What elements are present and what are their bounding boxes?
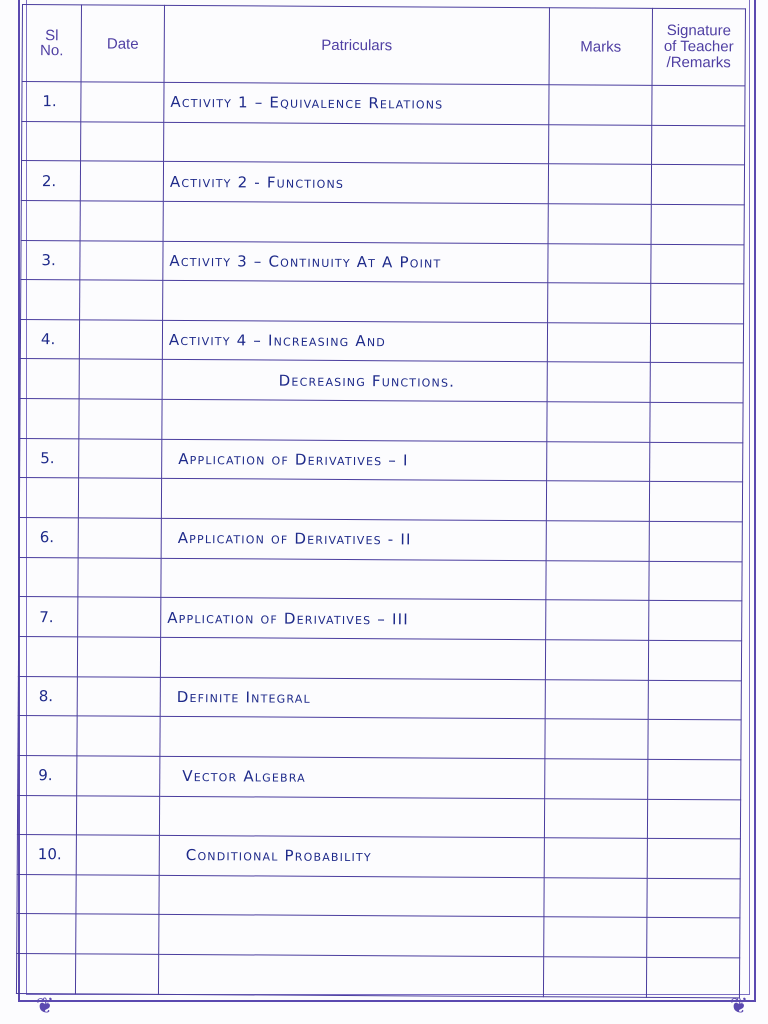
ornament-icon: ❦ <box>35 994 55 1019</box>
signature-cell <box>651 165 744 205</box>
table-row-blank <box>22 121 745 165</box>
marks-cell <box>545 759 648 799</box>
date-cell <box>79 439 162 479</box>
table-row <box>20 438 743 482</box>
particulars-cell: Activity 2 - Functions <box>163 162 548 204</box>
table-row-blank <box>17 874 740 918</box>
marks-cell <box>548 243 651 283</box>
header-signature <box>652 8 745 86</box>
particulars-cell: Vector Algebra <box>160 756 545 798</box>
particulars-cell: Conditional Probability <box>159 836 544 878</box>
date-cell <box>77 756 160 796</box>
date-cell <box>80 240 163 280</box>
sl-cell: 8. <box>18 676 77 716</box>
sl-cell: 9. <box>18 755 77 795</box>
signature-cell <box>650 442 743 482</box>
table-row <box>19 518 742 562</box>
particulars-cell: Application of Derivatives – III <box>161 598 546 640</box>
header-particulars <box>164 5 549 84</box>
table-row <box>17 835 740 879</box>
signature-cell <box>647 839 740 879</box>
particulars-cell: Application of Derivatives – I <box>162 439 547 481</box>
date-cell <box>77 676 160 716</box>
signature-cell <box>652 85 745 125</box>
table-row-blank <box>16 954 739 998</box>
table-row-blank <box>19 557 742 601</box>
signature-cell <box>648 680 741 720</box>
table-row <box>19 597 742 641</box>
particulars-continuation: Decreasing Functions. <box>162 360 547 402</box>
header-signature-label: Signature of Teacher /Remarks <box>663 21 734 72</box>
date-cell <box>81 82 164 122</box>
table-row <box>18 676 741 720</box>
particulars-cell: Activity 3 – Continuity At A Point <box>163 241 548 283</box>
header-date <box>81 5 164 83</box>
header-marks <box>549 8 652 86</box>
header-sl-no <box>22 5 81 82</box>
signature-cell <box>649 521 742 561</box>
marks-cell <box>544 838 647 878</box>
marks-cell <box>546 521 649 561</box>
sl-cell: 2. <box>21 161 80 201</box>
particulars-cell: Definite Integral <box>160 677 545 719</box>
header-row <box>22 5 745 86</box>
date-cell <box>76 835 159 875</box>
sl-cell: 1. <box>22 82 81 122</box>
table-row-blank <box>18 636 741 680</box>
date-cell <box>78 518 161 558</box>
sl-cell: 3. <box>21 240 80 280</box>
sl-cell: 5. <box>20 438 79 478</box>
table-row <box>21 161 744 205</box>
marks-cell <box>547 323 650 363</box>
sl-cell: 6. <box>19 518 78 558</box>
table-row-blank <box>21 280 744 324</box>
marks-cell <box>547 441 650 481</box>
table-row <box>20 319 743 363</box>
activity-register-table <box>16 4 746 998</box>
table-row-continuation <box>20 359 743 403</box>
sl-cell: 4. <box>20 319 79 359</box>
marks-cell <box>545 679 648 719</box>
sl-cell: 7. <box>19 597 78 637</box>
marks-cell <box>548 164 651 204</box>
date-cell <box>78 597 161 637</box>
table-row-blank <box>20 399 743 443</box>
table-row-blank <box>21 200 744 244</box>
sl-cell: 10. <box>17 835 76 875</box>
header-marks-label: Marks <box>580 37 622 56</box>
marks-cell <box>546 600 649 640</box>
particulars-cell: Application of Derivatives - II <box>161 518 546 560</box>
date-cell <box>80 161 163 201</box>
table-row <box>21 240 744 284</box>
ornament-icon: ❦ <box>729 994 749 1019</box>
header-particulars-label: Patriculars <box>321 36 393 54</box>
table-row-blank <box>18 716 741 760</box>
marks-cell <box>549 85 652 125</box>
table-row-blank <box>17 795 740 839</box>
signature-cell <box>648 759 741 799</box>
signature-cell <box>650 323 743 363</box>
header-date-label: Date <box>106 35 139 53</box>
particulars-cell: Activity 1 – Equivalence Relations <box>164 82 549 124</box>
signature-cell <box>651 244 744 284</box>
signature-cell <box>649 601 742 641</box>
particulars-cell: Activity 4 – Increasing And <box>162 320 547 362</box>
date-cell <box>79 320 162 360</box>
table-row <box>22 82 745 126</box>
header-sl-no-label: Sl No. <box>39 27 64 60</box>
table-row <box>18 755 741 799</box>
table-row-blank <box>19 478 742 522</box>
table-row-blank <box>17 914 740 958</box>
